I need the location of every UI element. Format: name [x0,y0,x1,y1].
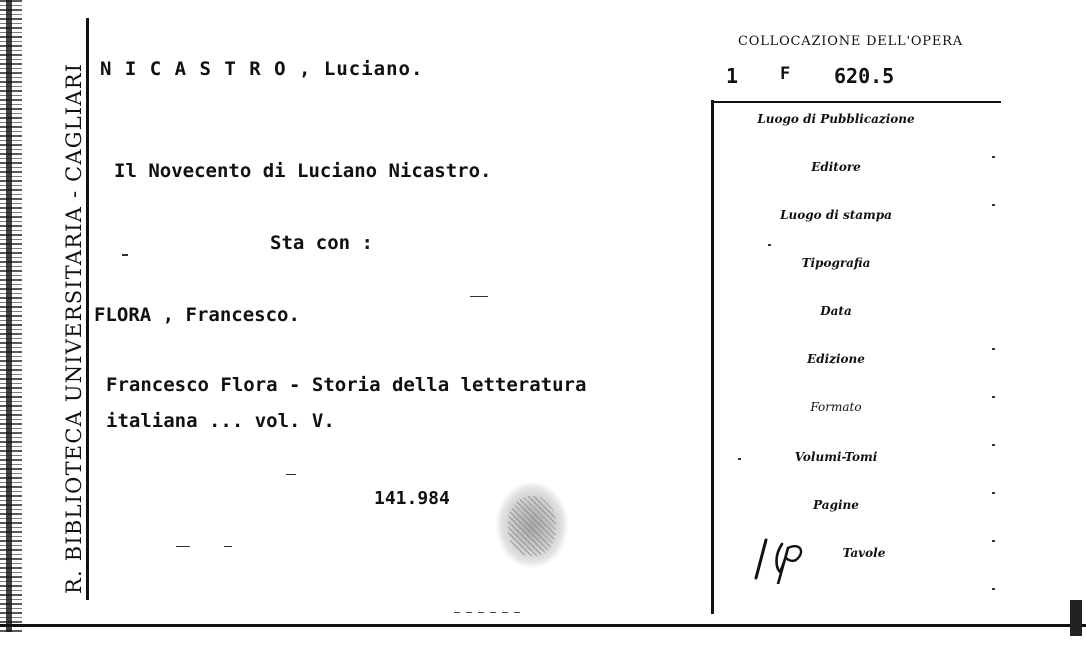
field-dash [992,492,995,494]
left-margin-line [86,18,89,600]
field-dash [992,540,995,542]
field-luogo-pubblicazione: Luogo di Pubblicazione [757,112,915,126]
second-author: FLORA , Francesco. [94,304,300,326]
handwritten-page-note [752,534,822,588]
speck [454,612,524,613]
field-data: Data [820,304,852,318]
collocation-box-left-line [711,100,714,614]
field-dash [992,588,995,590]
speck [470,296,488,297]
title-line: Il Novecento di Luciano Nicastro. [114,160,492,182]
second-title-line-2: italiana ... vol. V. [106,410,335,432]
shelf-mark-part-3: 620.5 [834,64,895,88]
field-edizione: Edizione [807,352,865,366]
card-left-edge-dark [6,0,12,632]
speck [286,474,296,475]
field-luogo-stampa: Luogo di stampa [780,208,892,222]
field-dash [992,348,995,350]
field-pagine: Pagine [813,498,859,512]
field-dash [992,204,995,206]
field-volumi-tomi: Volumi-Tomi [794,450,878,464]
library-label: R. BIBLIOTECA UNIVERSITARIA - CAGLIARI [62,62,86,594]
collocation-box-top-line [713,101,1001,103]
field-dash [992,396,995,398]
field-tavole: Tavole [842,546,886,560]
collocation-heading: COLLOCAZIONE DELL'OPERA [738,34,963,49]
library-stamp-texture [508,496,556,556]
right-edge-mark [1070,600,1082,636]
field-dash [768,244,771,246]
field-tipografia: Tipografia [801,256,871,270]
speck [122,254,128,256]
field-dash [992,444,995,446]
speck [224,546,232,547]
shelf-mark-part-1: 1 [726,64,739,88]
bound-with-note: Sta con : [270,232,373,254]
field-dash [992,156,995,158]
field-dash [738,458,741,460]
card-bottom-line [0,624,1086,627]
speck [176,546,190,547]
second-title-line-1: Francesco Flora - Storia della letteratura [106,374,587,396]
field-formato: Formato [810,400,862,414]
shelf-mark-part-2: F [780,64,791,84]
author-heading: N I C A S T R O , Luciano. [100,58,424,80]
field-editore: Editore [811,160,861,174]
inventory-number: 141.984 [374,488,450,509]
